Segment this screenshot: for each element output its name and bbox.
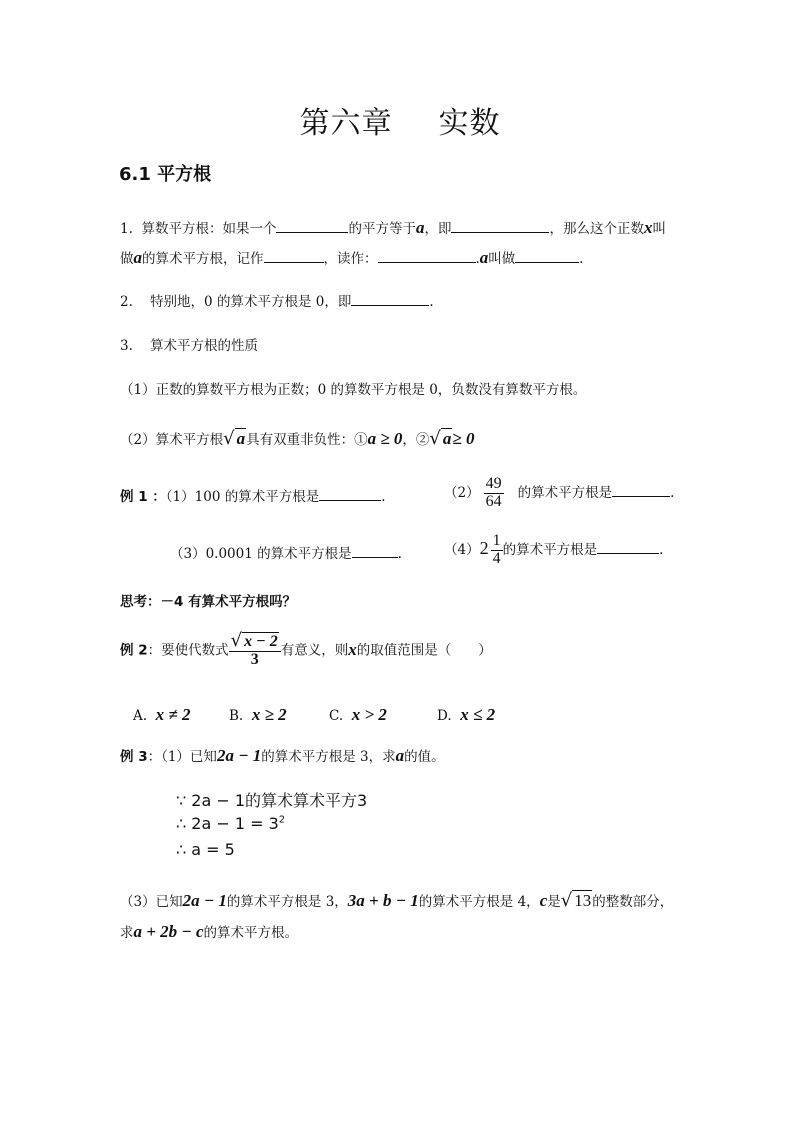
fraction-sqrt-x-minus-2-over-3: $\frac{√ x - 2}{3}$ xyxy=(229,632,281,669)
blank-ex1-2[interactable] xyxy=(612,483,670,497)
blank-ex1-1[interactable] xyxy=(319,487,381,501)
blank-2[interactable] xyxy=(451,219,549,233)
item-1-line-1: 1. 算数平方根：如果一个 的平方等于a，即 ，那么这个正数x叫 xyxy=(120,218,666,237)
example-1-q1: 例 1 ：（1）100 的算术平方根是 . xyxy=(120,489,386,505)
property-2: （2）算术平方根√ a具有双重非负性：①a ≥ 0，②√ a≥ 0 xyxy=(120,428,475,449)
example-1-q3: （3）0.0001 的算术平方根是 . xyxy=(170,546,402,562)
property-1: （1）正数的算数平方根为正数；0 的算数平方根是 0，负数没有算数平方根。 xyxy=(120,382,587,398)
option-b[interactable]: B. x ≥ 2 xyxy=(229,705,287,724)
solution-line-1: ∵ 2a − 1的算术算术平方3 xyxy=(176,791,368,810)
blank-5[interactable] xyxy=(515,249,579,263)
think-question: 思考：－4 有算术平方根吗？ xyxy=(120,594,297,610)
item-1-line-2: 做a的算术平方根，记作 ，读作： .a叫做 . xyxy=(120,248,584,267)
example-1-q2: （2） $\frac{49}{64}$ 的算术平方根是 . xyxy=(444,475,675,510)
blank-ex1-3[interactable] xyxy=(352,544,398,558)
chapter-label: 第六章 xyxy=(299,106,393,141)
option-c[interactable]: C. x > 2 xyxy=(329,705,387,724)
blank-6[interactable] xyxy=(351,292,429,306)
blank-4[interactable] xyxy=(378,249,476,263)
example-2: 例 2：要使代数式 $\frac{√ x - 2}{3}$ 有意义，则x的取值范围是（ ） xyxy=(120,630,492,668)
page-title xyxy=(0,98,800,142)
fraction-1-4: $\frac{1}{4}$ xyxy=(492,532,501,567)
example-1-q4: （4）2 $\frac{1}{4}$ 的算术平方根是 . xyxy=(444,532,664,567)
blank-1[interactable] xyxy=(276,219,348,233)
option-d[interactable]: D. x ≤ 2 xyxy=(437,705,496,724)
chapter-name: 实数 xyxy=(438,106,501,141)
option-a[interactable]: A. x ≠ 2 xyxy=(133,705,191,724)
section-heading: 6.1 平方根 xyxy=(119,164,212,185)
example-3-q1: 例 3：（1）已知2a − 1的算术平方根是 3，求a的值。 xyxy=(120,746,445,765)
item-3: 3. 算术平方根的性质 xyxy=(120,338,259,354)
item-2: 2. 特别地，0 的算术平方根是 0，即 . xyxy=(120,294,434,310)
solution-line-2: ∴ $2a - 1 = 3^2$ xyxy=(176,814,286,833)
blank-ex1-4[interactable] xyxy=(597,540,659,554)
example-3-q3-line-2: 求a + 2b − c的算术平方根。 xyxy=(120,922,299,941)
example-3-q3-line-1: （3）已知2a − 1的算术平方根是 3，3a + b − 1的算术平方根是 4，c是√ 13的整数部分， xyxy=(120,890,674,911)
blank-3[interactable] xyxy=(264,249,324,263)
solution-line-3: ∴ a = 5 xyxy=(176,840,235,859)
fraction-49-64: $\frac{49}{64}$ xyxy=(485,475,502,510)
